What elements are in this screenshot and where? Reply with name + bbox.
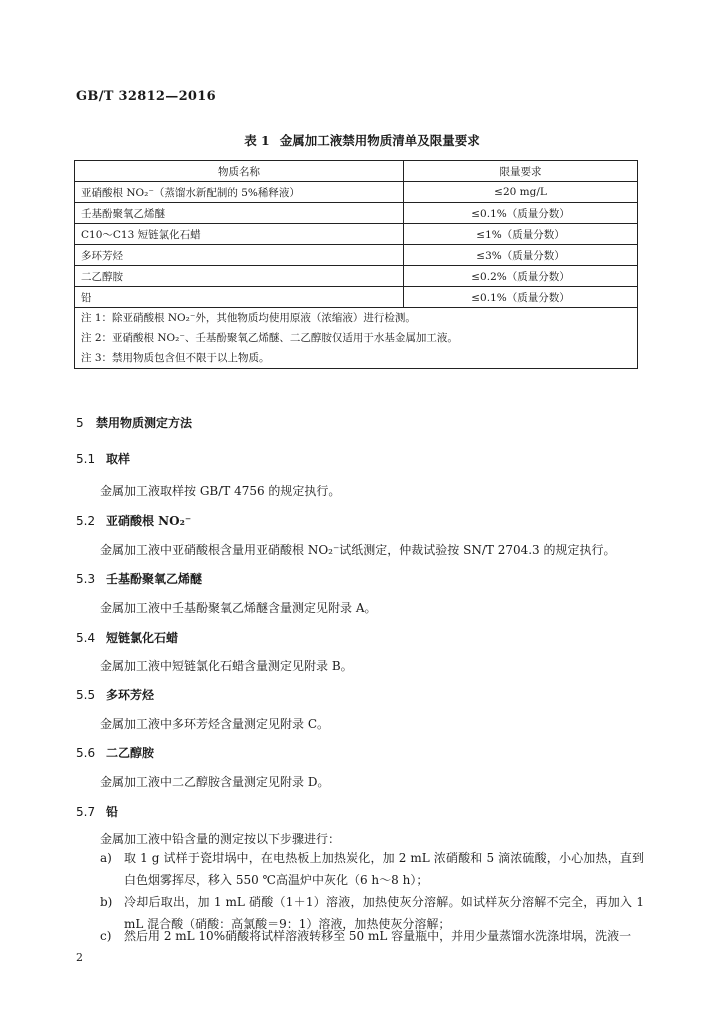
section-number: 5.6	[76, 746, 96, 760]
section-heading	[76, 414, 192, 431]
step-text: 然后用 2 mL 10%硝酸将试样溶液转移至 50 mL 容量瓶中，并用少量蒸馏水洗涤坩埚，洗液一	[124, 929, 632, 943]
section-paragraph: 金属加工液中二乙醇胺含量测定见附录 D。	[100, 775, 330, 789]
table-title	[0, 131, 724, 149]
substance-name: 亚硝酸根 NO₂⁻（蒸馏水新配制的 5%稀释液）	[75, 182, 404, 203]
section-number: 5.3	[76, 572, 96, 586]
table-row	[75, 224, 638, 245]
table-row	[75, 287, 638, 308]
step-tag: b)	[100, 895, 113, 909]
step-text: 取 1 g 试样于瓷坩埚中，在电热板上加热炭化，加 2 mL 浓硝酸和 5 滴浓硫酸，小心加热，直到白色烟雾挥尽，移入 550 ℃高温炉中灰化（6 h～8 h）；	[124, 851, 644, 887]
step-text: 冷却后取出，加 1 mL 硝酸（1＋1）溶液，加热使灰分溶解。如试样灰分溶解不完全，再加入 1 mL 混合酸（硝酸：高氯酸＝9：1）溶液，加热使灰分溶解；	[124, 895, 644, 931]
section-paragraph: 金属加工液中壬基酚聚氧乙烯醚含量测定见附录 A。	[100, 601, 377, 615]
table-title-text: 金属加工液禁用物质清单及限量要求	[279, 133, 480, 148]
substance-name: 铅	[75, 287, 404, 308]
section-title: 壬基酚聚氧乙烯醚	[106, 572, 203, 586]
table-header-row	[75, 161, 638, 182]
limit-value: ≤0.2%（质量分数）	[404, 266, 638, 287]
step-tag: a)	[100, 851, 112, 865]
section-title: 多环芳烃	[106, 688, 155, 702]
section-title: 取样	[106, 452, 131, 466]
substance-name: 壬基酚聚氧乙烯醚	[75, 203, 404, 224]
limit-value: ≤0.1%（质量分数）	[404, 287, 638, 308]
column-header-limit: 限量要求	[404, 161, 638, 182]
page-number: 2	[76, 951, 83, 964]
section-heading	[76, 450, 130, 467]
section-heading	[76, 686, 154, 703]
section-title: 二乙醇胺	[106, 746, 155, 760]
table-row	[75, 182, 638, 203]
section-paragraph: 金属加工液中铅含量的测定按以下步骤进行：	[100, 832, 341, 846]
section-number: 5.7	[76, 805, 96, 819]
section-heading	[76, 744, 154, 761]
limit-value: ≤3%（质量分数）	[404, 245, 638, 266]
table-note: 注 1：除亚硝酸根 NO₂⁻外，其他物质均使用原液（浓缩液）进行检测。	[81, 312, 416, 324]
procedure-step	[100, 847, 644, 891]
section-number: 5.1	[76, 452, 96, 466]
table-note: 注 2：亚硝酸根 NO₂⁻、壬基酚聚氧乙烯醚、二乙醇胺仅适用于水基金属加工液。	[81, 332, 458, 344]
section-number: 5.4	[76, 631, 96, 645]
section-paragraph: 金属加工液中多环芳烃含量测定见附录 C。	[100, 717, 329, 731]
section-number: 5.2	[76, 514, 96, 528]
limit-value: ≤20 mg/L	[404, 182, 638, 203]
section-title: 铅	[106, 805, 119, 819]
substance-name: 二乙醇胺	[75, 266, 404, 287]
substance-name: 多环芳烃	[75, 245, 404, 266]
table-row	[75, 266, 638, 287]
table-notes	[75, 308, 638, 369]
section-heading	[76, 803, 118, 820]
section-title: 短链氯化石蜡	[106, 631, 179, 645]
procedure-step	[100, 925, 644, 947]
limit-value: ≤1%（质量分数）	[404, 224, 638, 245]
section-title: 禁用物质测定方法	[96, 416, 193, 430]
table-note: 注 3：禁用物质包含但不限于以上物质。	[81, 352, 270, 364]
section-heading	[76, 570, 202, 587]
limit-value: ≤0.1%（质量分数）	[404, 203, 638, 224]
section-heading	[76, 512, 191, 529]
section-heading	[76, 629, 178, 646]
step-tag: c)	[100, 929, 112, 943]
table-label: 表 1	[244, 133, 270, 148]
section-paragraph: 金属加工液中亚硝酸根含量用亚硝酸根 NO₂⁻试纸测定，仲裁试验按 SN/T 2704.3 的规定执行。	[100, 543, 616, 557]
table-row	[75, 245, 638, 266]
standard-code-header: GB/T 32812—2016	[76, 89, 216, 104]
section-title: 亚硝酸根 NO₂⁻	[106, 514, 192, 528]
table-notes-row	[75, 308, 638, 369]
column-header-substance: 物质名称	[75, 161, 404, 182]
section-number: 5.5	[76, 688, 96, 702]
section-paragraph: 金属加工液中短链氯化石蜡含量测定见附录 B。	[100, 659, 353, 673]
limits-table	[74, 160, 638, 369]
section-number: 5	[76, 416, 84, 430]
substance-name: C10～C13 短链氯化石蜡	[75, 224, 404, 245]
table-row	[75, 203, 638, 224]
section-paragraph: 金属加工液取样按 GB/T 4756 的规定执行。	[100, 484, 341, 498]
